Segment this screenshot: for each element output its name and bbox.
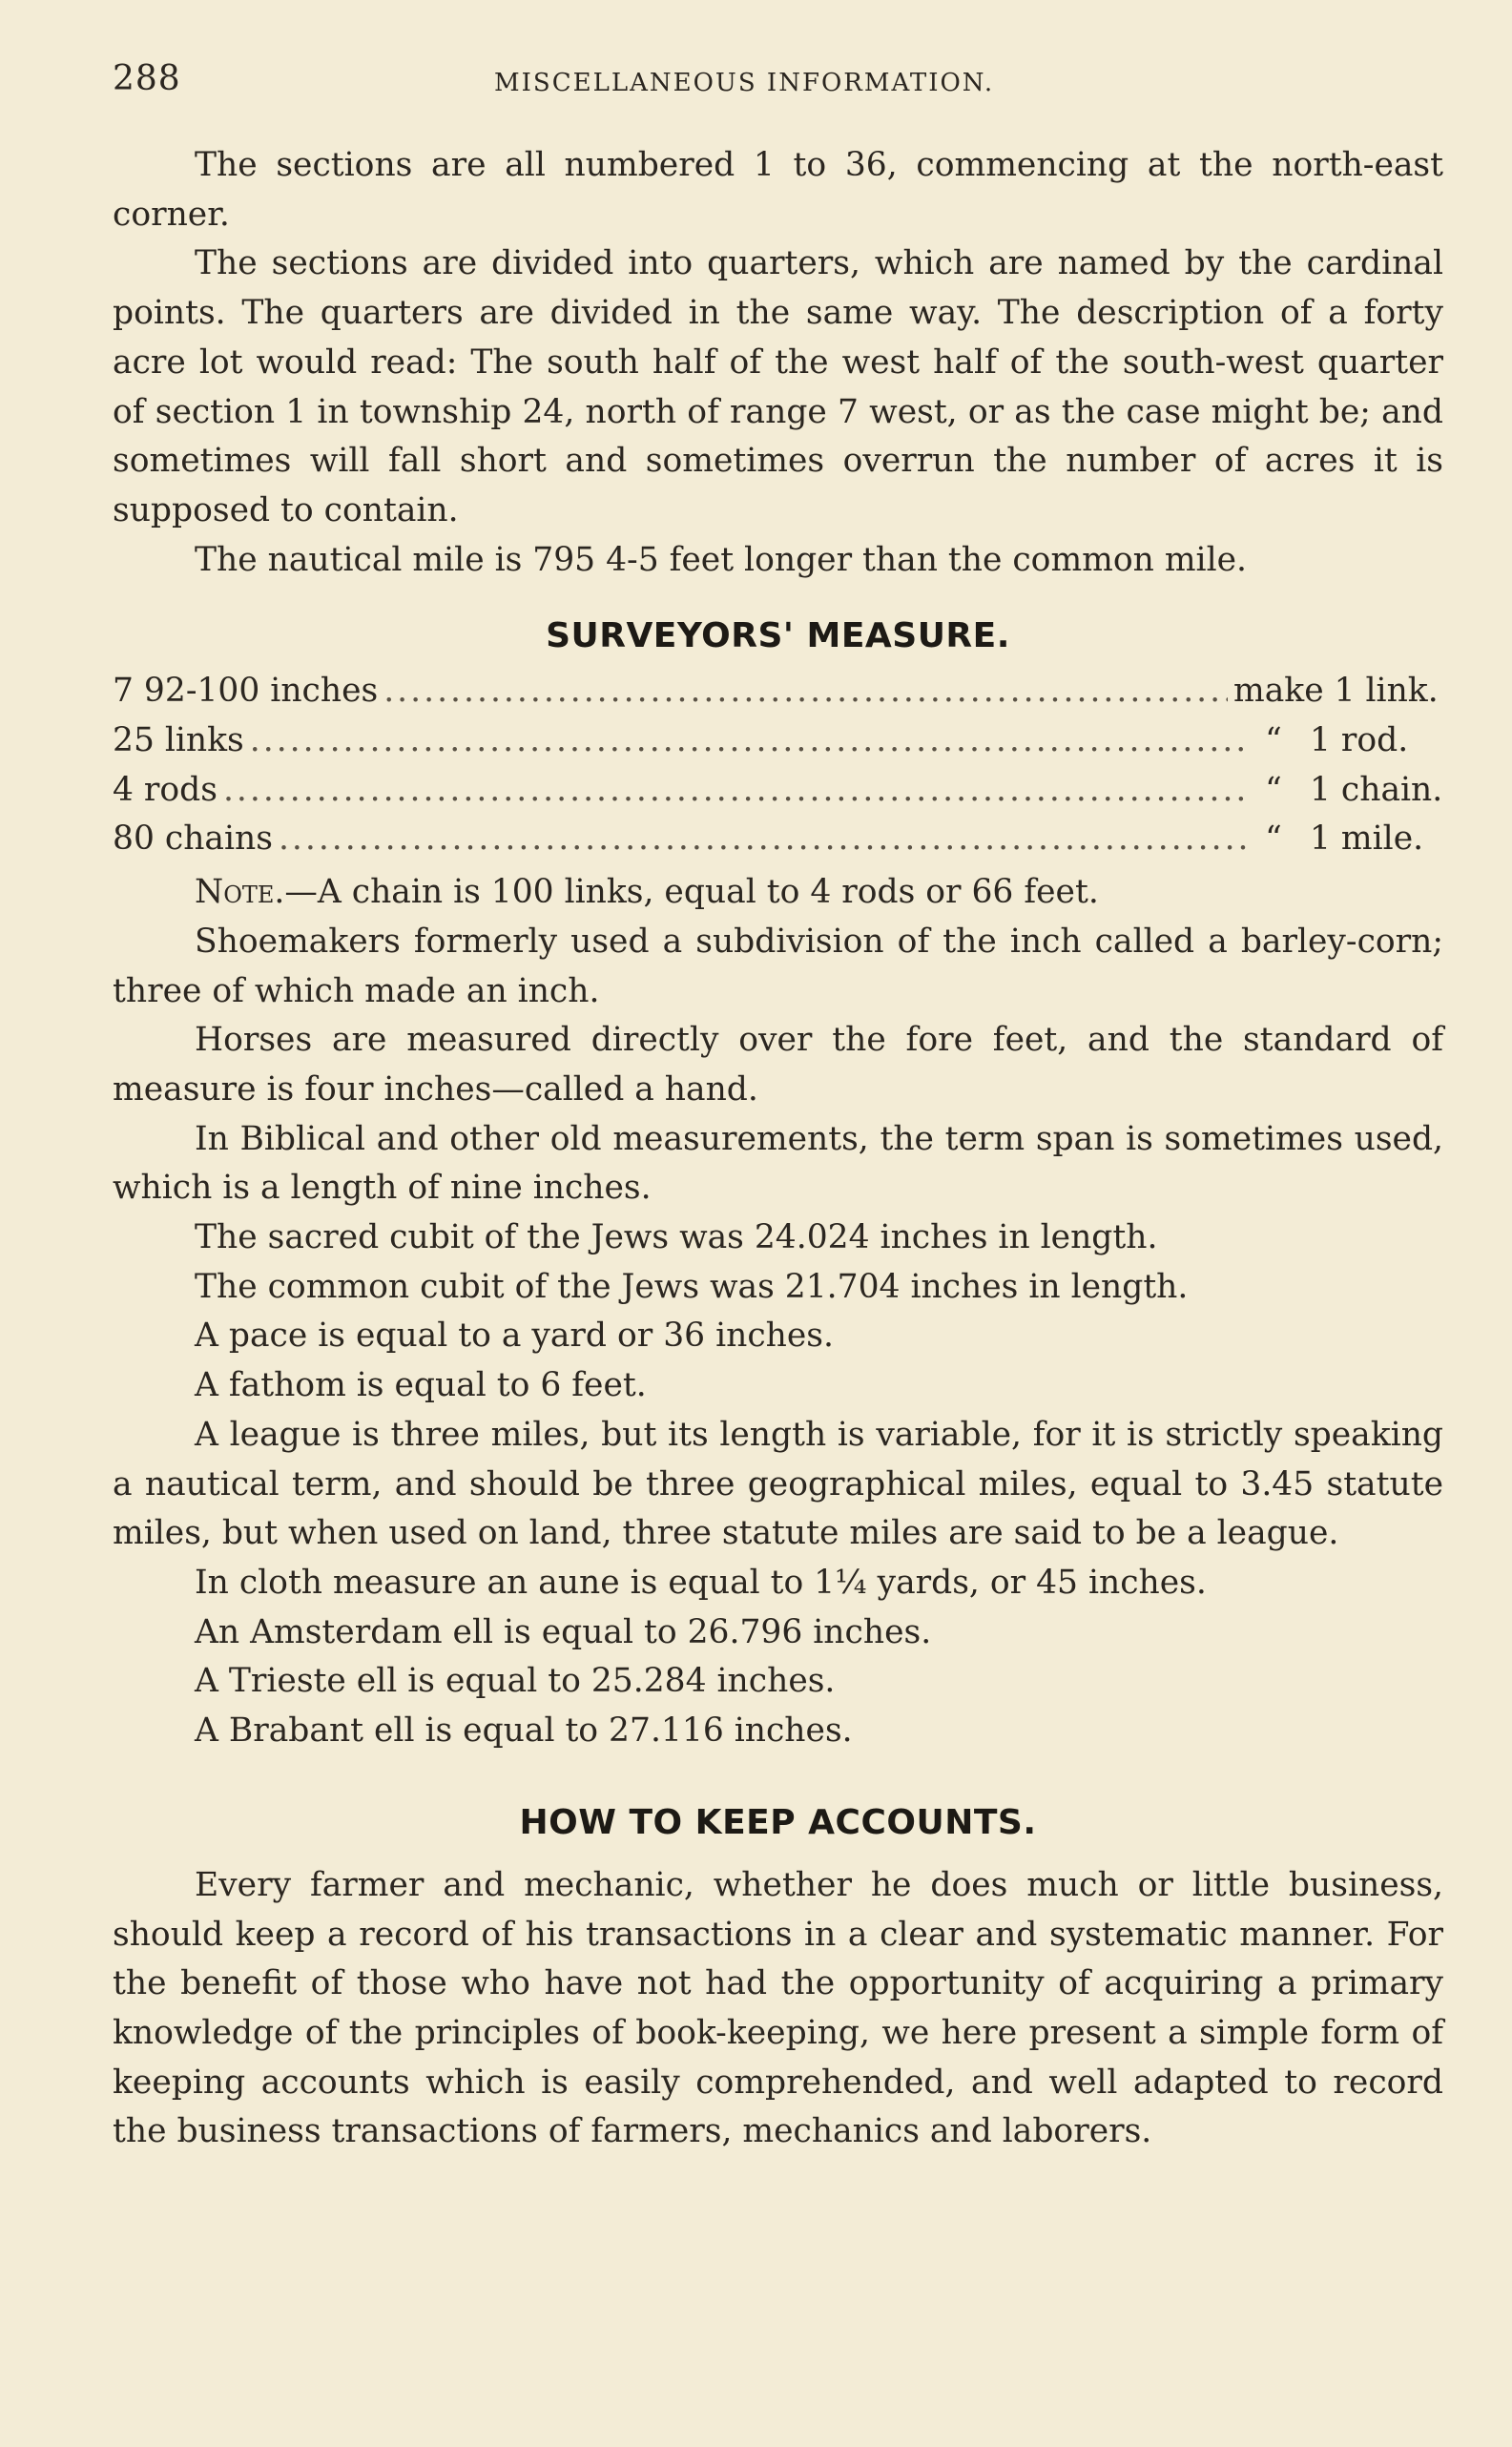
paragraph-sections-numbered: The sections are all numbered 1 to 36, commencing at the north-east corner.: [113, 146, 1443, 234]
paragraph-common-cubit: The common cubit of the Jews was 21.704 inches in length.: [195, 1267, 1189, 1306]
measure-verb: make: [1233, 672, 1324, 711]
ditto-mark: “: [1265, 721, 1282, 760]
paragraph-hand: Horses are measured directly over the fore feet, and the standard of measure is four inches—called a hand.: [113, 1021, 1443, 1109]
measure-row: [113, 667, 1443, 716]
running-head: [113, 59, 1439, 107]
measure-row: [113, 766, 1443, 816]
paragraph-nautical-mile: The nautical mile is 795 4-5 feet longer than the common mile.: [195, 540, 1247, 579]
heading-surveyors-measure: SURVEYORS' MEASURE.: [546, 616, 1010, 656]
measure-equivalent: 1 mile.: [1310, 819, 1424, 859]
measure-quantity: 4 rods: [113, 770, 217, 809]
dot-leader: [279, 815, 1249, 864]
dot-leader: [383, 667, 1228, 716]
measure-row: [113, 815, 1443, 864]
paragraph-amsterdam-ell: An Amsterdam ell is equal to 26.796 inches.: [195, 1612, 932, 1651]
note-text: —A chain is 100 links, equal to 4 rods or 66 feet.: [284, 873, 1099, 912]
page-number: 288: [113, 59, 181, 98]
dot-leader: [250, 716, 1249, 766]
paragraph-fathom: A fathom is equal to 6 feet.: [195, 1366, 647, 1405]
paragraph-aune: In cloth measure an aune is equal to 1¼ yards, or 45 inches.: [195, 1563, 1207, 1602]
paragraph-sections-divided: The sections are divided into quarters, which are named by the cardinal points. The quarters are divided in the same way. The description of a forty acre lot would read: The south half of the west half of the south-west quarter of section 1 in township 24, north of range 7 west, or as the case might be; and sometimes will fall short and sometimes overrun the number of acres it is supposed to contain.: [113, 244, 1443, 529]
surveyors-measure-table: [113, 667, 1443, 864]
paragraph-barleycorn: Shoemakers formerly used a subdivision of the inch called a barley-corn; three of which made an inch.: [113, 922, 1443, 1010]
paragraph-brabant-ell: A Brabant ell is equal to 27.116 inches.: [195, 1711, 853, 1751]
measure-equivalent: 1 link.: [1334, 672, 1439, 711]
measure-quantity: 80 chains: [113, 819, 273, 859]
measure-equivalent: 1 rod.: [1310, 721, 1409, 760]
measure-equivalent: 1 chain.: [1310, 770, 1443, 809]
paragraph-span: In Biblical and other old measurements, the term span is sometimes used, which is a length of nine inches.: [113, 1119, 1443, 1208]
running-title: MISCELLANEOUS INFORMATION.: [494, 69, 995, 97]
paragraph-accounts: Every farmer and mechanic, whether he does much or little business, should keep a record of his transactions in a clear and systematic manner. For the benefit of those who have not had the opportunity of acquiring a primary knowledge of the principles of book-keeping, we here present a simple form of keeping accounts which is easily comprehended, and well adapted to record the business transactions of farmers, mechanics and laborers.: [113, 1865, 1443, 2151]
measure-quantity: 25 links: [113, 721, 244, 760]
dot-leader: [223, 766, 1249, 816]
paragraph-league: A league is three miles, but its length is variable, for it is strictly speaking a nautical term, and should be three geographical miles, equal to 3.45 statute miles, but when used on land, three statute miles are said to be a league.: [113, 1415, 1443, 1553]
heading-how-to-keep-accounts: HOW TO KEEP ACCOUNTS.: [519, 1802, 1037, 1842]
paragraph-sacred-cubit: The sacred cubit of the Jews was 24.024 inches in length.: [195, 1218, 1158, 1257]
measure-quantity: 7 92-100 inches: [113, 672, 379, 711]
measure-row: [113, 716, 1443, 766]
paragraph-chain-note: [113, 868, 1443, 918]
note-label: Note.: [195, 873, 285, 912]
ditto-mark: “: [1265, 819, 1282, 859]
ditto-mark: “: [1265, 770, 1282, 809]
body-text: [113, 141, 1443, 2157]
paragraph-trieste-ell: A Trieste ell is equal to 25.284 inches.: [195, 1662, 836, 1701]
paragraph-pace: A pace is equal to a yard or 36 inches.: [195, 1317, 834, 1356]
measure-result: [1233, 667, 1443, 716]
